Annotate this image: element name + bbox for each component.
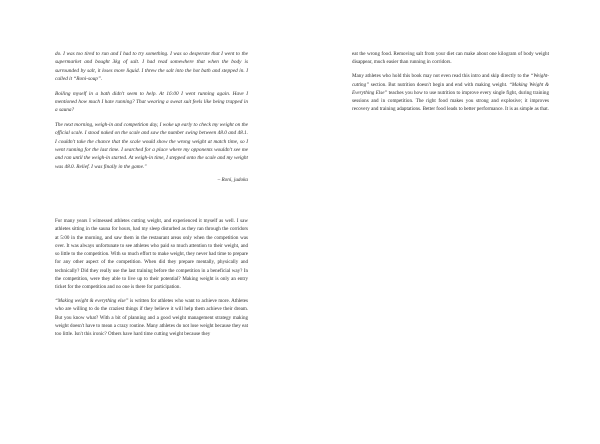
body-paragraph: eat the wrong food. Removing salt from your diet can make about one kilogram of body weight disappear, much easier than running in corridors.: [352, 51, 549, 66]
book-title-italic: “Making Weight & Everything Else”: [352, 81, 549, 96]
book-title-italic: “Making weight & everything else”: [55, 298, 129, 305]
body-paragraph-text: section. But nutrition doesn't begin and end with making weight.: [368, 81, 510, 88]
quote-paragraph: Boiling myself in a bath didn't seem to help. At 16:00 I went running again. Have I mentioned how much I hate running? That wearing a sweat suit feels like being trapped in a sauna?: [55, 90, 248, 114]
body-paragraph: [352, 72, 549, 113]
body-paragraph-text: teaches you how to use nutrition to improve every single fight, during training sessions and in competition. The right food makes you strong and explosive; it improves recovery and training adaptations. Better food leads to better performance. It is as simple as that.: [352, 89, 549, 113]
body-paragraph: For many years I witnessed athletes cutting weight, and experienced it myself as well. I saw athletes sitting in the sauna for hours, had my sleep disturbed as they ran through the corridors at 5:00 in the morning, and saw them in the restaurant areas only when the competition was over. It was always unfortunate to see athletes who paid so much attention to their weight, and so little to the competition. With so much effort to make weight, they never had time to prepare for any other aspect of the competition. When did they prepare mentally, physically and technically? Did they really use the last training before the competition in a beneficial way? In the competition, were they able to live up to their potential? Making weight is only an entry ticket for the competition and no one is there for participation.: [55, 218, 248, 290]
quote-block: [55, 50, 248, 183]
body-paragraph-text: is written for athletes who want to achieve more. Athletes who are willing to do the craziest things if they believe it will help them achieve their dream. But you know what? With a bit of planning and a good weight management strategy making weight doesn't have to mean a crazy routine. Many athletes do not lose weight because they eat too little. Isn't this ironic? Others have hard time cutting weight because they: [55, 298, 248, 337]
section-name-italic: “Weight-cutting”: [352, 73, 549, 88]
right-page: [300, 0, 600, 444]
body-text: [55, 217, 248, 338]
right-page-column: [352, 50, 549, 119]
body-paragraph-text: Many athletes who hold this book may not even read this intro and skip directly to the: [352, 73, 531, 80]
body-paragraph: [55, 297, 248, 338]
quote-paragraph: The next morning, weigh-in and competition day, I woke up early to check my weight on the official scale. I stood naked on the scale and saw the number swing between 48.0 and 48.1. I couldn't take the chance that the scale would show the wrong weight at match time, so I went running for the last time. I searched for a place where my opponents wouldn't see me and ran until the weigh-in started. At weigh-in time, I stepped onto the scale and my weight was 48.0. Relief. I was finally in the game.": [55, 121, 248, 170]
left-page-column: [55, 50, 248, 344]
quote-paragraph: do. I was too tired to run and I had to try something. I was so desperate that I went to the supermarket and bought 3kg of salt. I had read somewhere that when the body is surrounded by salt, it loses more liquid. I threw the salt into the hot bath and stepped in. I called it “Roni-soup”.: [55, 51, 248, 83]
quote-attribution: – Roni, judoka: [217, 177, 248, 184]
